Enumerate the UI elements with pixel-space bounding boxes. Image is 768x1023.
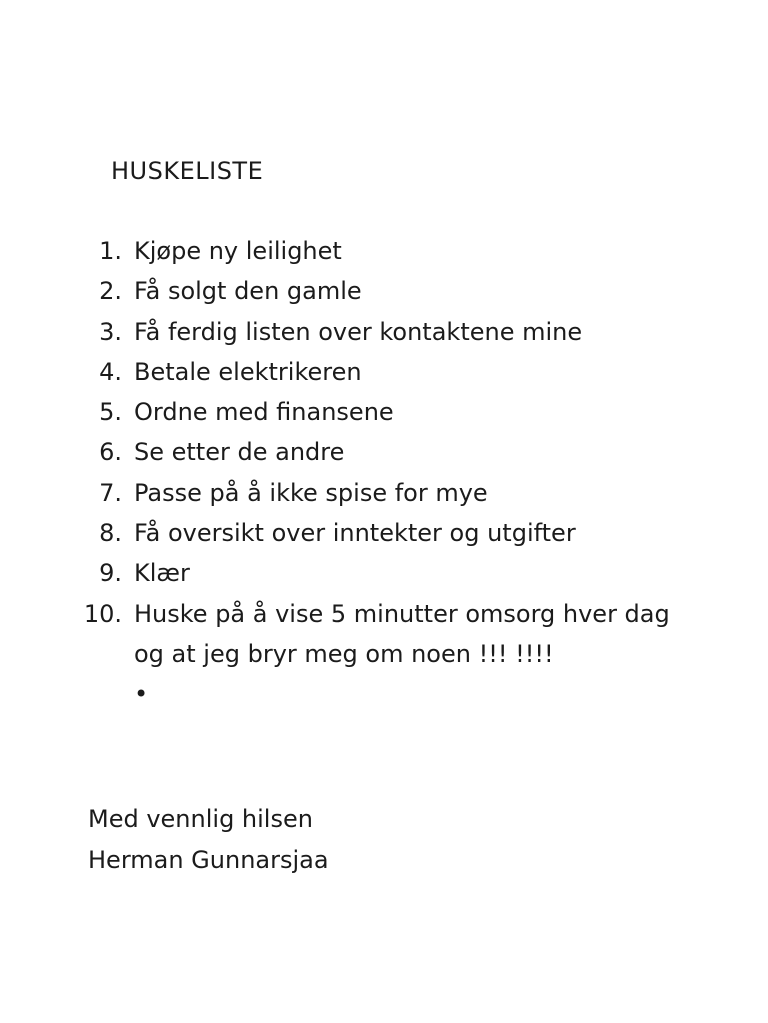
list-item-text: Få oversikt over inntekter og utgifter (134, 519, 576, 548)
list-item-text: Kjøpe ny leilighet (134, 237, 342, 265)
signature-closing: Med vennlig hilsen (88, 805, 313, 833)
list-item-text (134, 594, 670, 675)
list-item-number: 3. (99, 317, 122, 346)
list-item (0, 513, 670, 553)
list-item-number: 6. (99, 438, 122, 467)
list-item (0, 352, 670, 392)
list-item (0, 553, 670, 593)
list-item-text: Betale elektrikeren (134, 357, 362, 386)
list-item-number: 10. (83, 599, 122, 628)
list-item (0, 392, 670, 432)
list-item-number: 8. (99, 519, 122, 548)
list-item (0, 594, 670, 675)
list-item-number: 7. (99, 478, 122, 507)
list-item-text: Passe på å ikke spise for mye (134, 478, 488, 507)
todo-list (0, 231, 670, 715)
list-item-text: Ordne med finansene (134, 398, 394, 427)
list-item (0, 312, 670, 352)
list-item-text-line-2: og at jeg bryr meg om noen !!! !!!! (134, 639, 554, 668)
list-item-text: Se etter de andre (134, 438, 345, 467)
list-item-number: 1. (99, 237, 122, 265)
list-item (0, 271, 670, 311)
list-item-text: Få solgt den gamle (134, 277, 362, 306)
list-item-text: Få ferdig listen over kontaktene mine (134, 317, 583, 346)
list-item (0, 432, 670, 472)
list-item-text: Klær (134, 559, 190, 588)
list-item (0, 231, 670, 271)
list-item-number: 4. (99, 357, 122, 386)
list-item-empty-bullet (0, 674, 670, 714)
list-item-number: 9. (99, 559, 122, 588)
signature-name: Herman Gunnarsjaa (88, 846, 329, 874)
list-item-text-line-1: Huske på å vise 5 minutter omsorg hver dag (134, 599, 670, 628)
bullet-icon: • (134, 680, 149, 709)
list-item (0, 473, 670, 513)
list-item-number: 5. (99, 398, 122, 427)
signature-block (88, 799, 329, 881)
page-title: HUSKELISTE (111, 157, 264, 185)
list-item-number: 2. (99, 277, 122, 306)
